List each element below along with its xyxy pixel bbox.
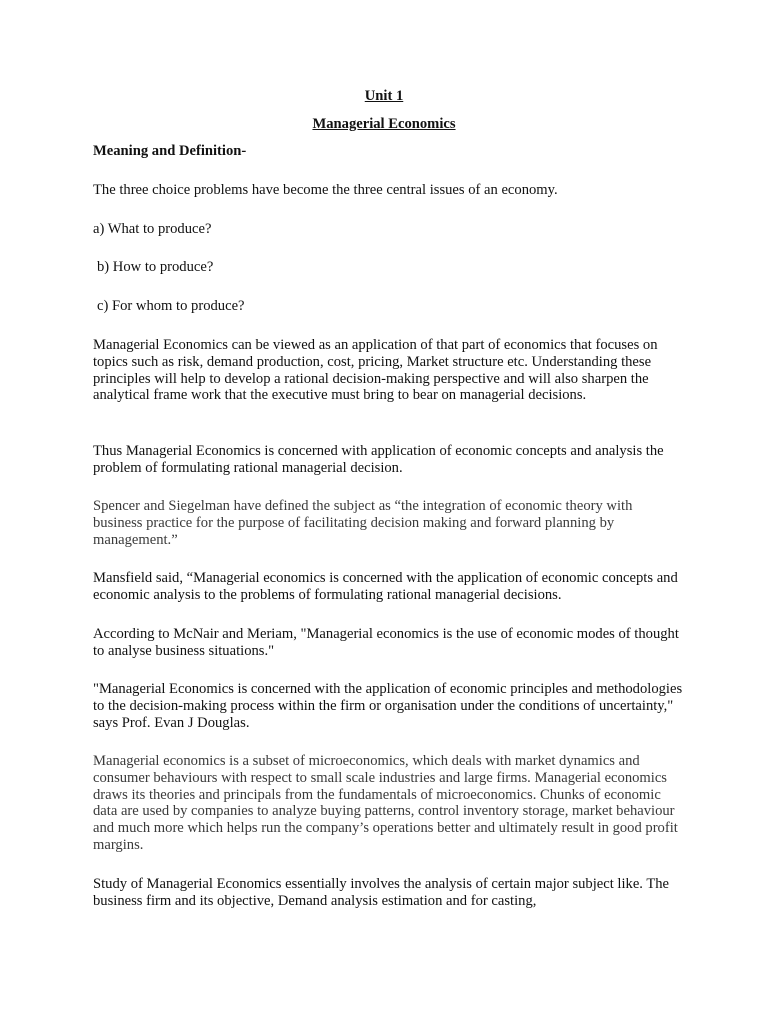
paragraph-mcnair-meriam: According to McNair and Meriam, "Managerial economics is the use of economic modes of thought to analyse business situations." xyxy=(93,626,679,659)
section-heading: Meaning and Definition- xyxy=(93,143,247,159)
paragraph-study: Study of Managerial Economics essentially involves the analysis of certain major subject like. The business firm and its objective, Demand analysis estimation and for casting, xyxy=(93,876,670,909)
question-what: a) What to produce? xyxy=(93,221,212,237)
question-how: b) How to produce? xyxy=(97,259,214,275)
unit-title: Unit 1 xyxy=(364,88,404,104)
paragraph-concerned: Thus Managerial Economics is concerned with application of economic concepts and analysis the problem of formulating rational managerial decision. xyxy=(93,443,664,476)
intro-paragraph: The three choice problems have become the three central issues of an economy. xyxy=(93,182,558,198)
paragraph-mansfield: Mansfield said, “Managerial economics is concerned with the application of economic concepts and economic analysis to the problems of formulating rational managerial decisions. xyxy=(93,570,678,603)
paragraph-douglas: "Managerial Economics is concerned with the application of economic principles and methodologies to the decision-making process within the firm or organisation under the conditions of uncertainty," says Prof. Evan J Douglas. xyxy=(93,681,683,731)
paragraph-spencer-siegelman: Spencer and Siegelman have defined the subject as “the integration of economic theory with business practice for the purpose of facilitating decision making and forward planning by management.” xyxy=(93,498,633,548)
question-for-whom: c) For whom to produce? xyxy=(97,298,245,314)
paragraph-application: Managerial Economics can be viewed as an application of that part of economics that focuses on topics such as risk, demand production, cost, pricing, Market structure etc. Understanding these principles will help to develop a rational decision-making perspective and will also sharpen the analytical frame work that the executive must bring to bear on managerial decisions. xyxy=(93,337,658,404)
paragraph-subset-microeconomics: Managerial economics is a subset of microeconomics, which deals with market dynamics and consumer behaviours with respect to small scale industries and large firms. Managerial economics draws its theories and principals from the fundamentals of microeconomics. Chunks of economic data are used by companies to analyze buying patterns, control inventory storage, market behaviour and much more which helps run the company’s operations better and ultimately result in good profit margins. xyxy=(93,753,678,853)
subject-title: Managerial Economics xyxy=(312,116,456,132)
